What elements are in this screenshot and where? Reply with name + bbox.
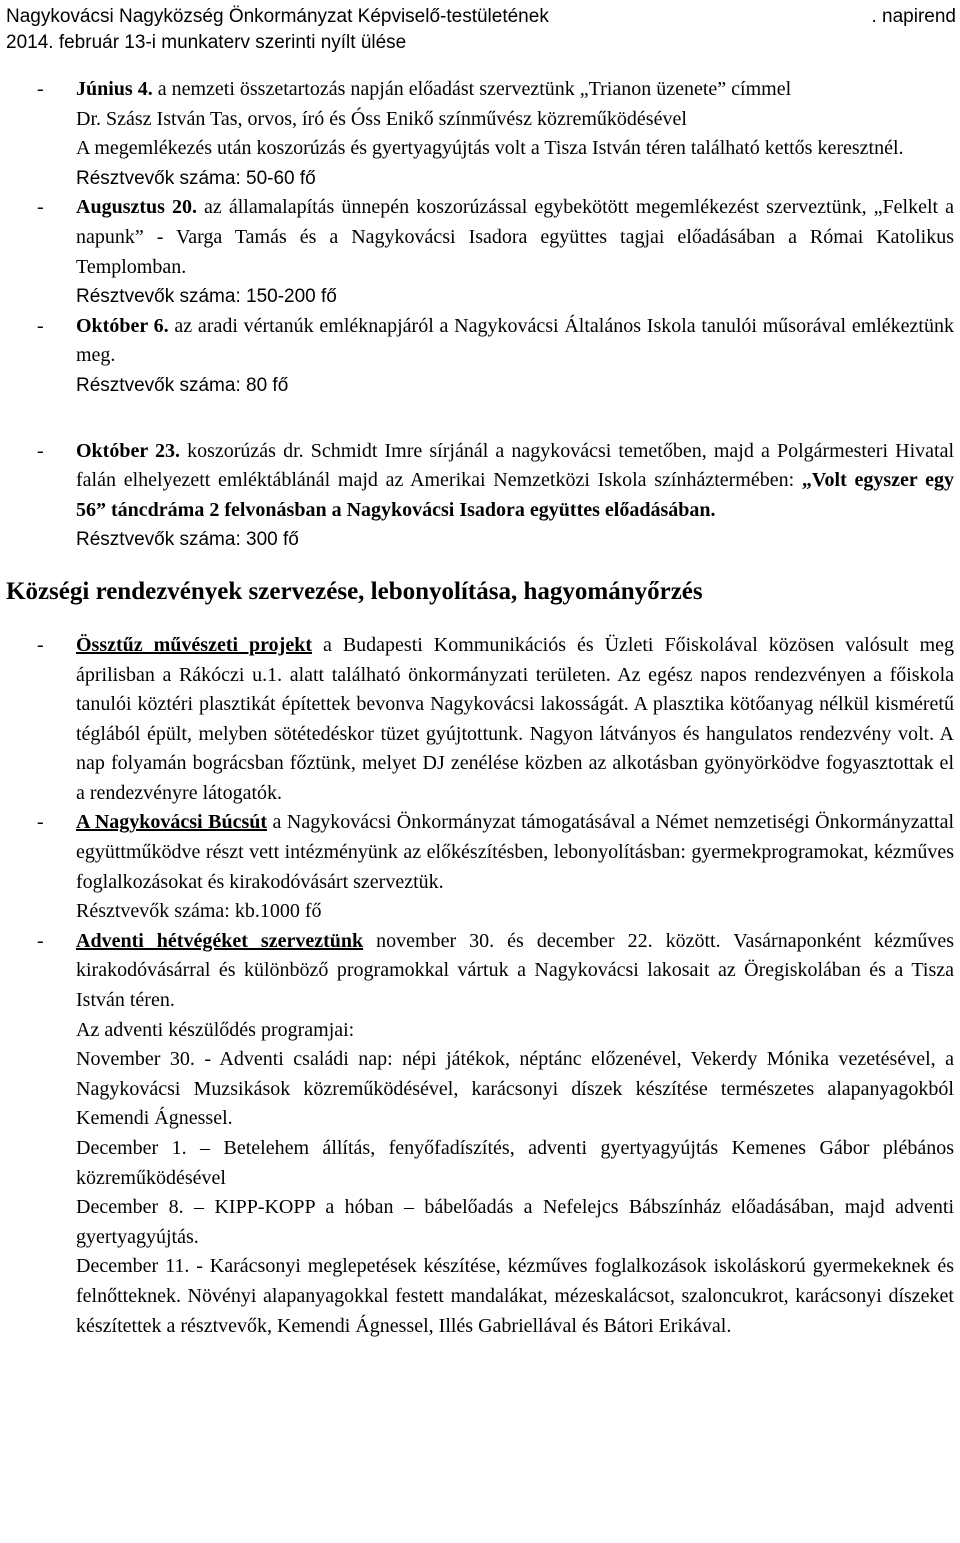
event-description: az államalapítás ünnepén koszorúzással egybekötött megemlékezést szerveztünk, „Felkelt a napunk” - Varga Tamás és a Nagykovácsi Isadora együttes tagjai előadásában a Római Katolikus Templomban. (76, 196, 955, 278)
event-description: november 30. és december 22. között. Vasárnaponként kézműves kirakodóvásárral és különböző programokkal vártuk a Nagykovácsi lakosait az Öregiskolában és a Tisza István téren. (76, 929, 954, 1012)
document-body (0, 75, 960, 1341)
participant-count: Résztvevők száma: 50-60 fő (76, 167, 316, 189)
event-details: A megemlékezés után koszorúzás és gyertyagyújtás volt a Tisza István téren található kettős keresztnél. (76, 137, 904, 160)
header-row-2 (6, 30, 956, 56)
program-december-11: December 11. - Karácsonyi meglepetések készítése, kézműves foglalkozások iskoláskorú gyermekeknek és felnőtteknek. Növényi alapanyagokkal festett mandalákat, mézeskalácsot, szaloncukrot, karácsonyi díszeket készítettek a résztvevők, Kemendi Ágnessel, Illés Gabriellával és Bátori Erikával. (76, 1255, 954, 1337)
event-date: Június 4. (76, 78, 153, 100)
list-item-advent (0, 927, 960, 1016)
spacer (0, 401, 960, 437)
bullet-dash: - (37, 633, 44, 656)
program-december-1: December 1. – Betelehem állítás, fenyőfadíszítés, adventi gyertyagyújtás Kemenes Gábor plébános közreműködésével (76, 1137, 954, 1189)
participant-count: Résztvevők száma: 150-200 fő (76, 286, 337, 308)
bullet-dash: - (37, 78, 44, 100)
event-description: a nemzeti összetartozás napján előadást szerveztünk „Trianon üzenete” címmel (157, 78, 792, 100)
event-performers: Dr. Szász István Tas, orvos, író és Óss Enikő színművész közreműködésével (76, 107, 687, 130)
header-subtitle: 2014. február 13-i munkaterv szerinti nyílt ülése (6, 32, 407, 53)
event-date: Október 23. (76, 439, 180, 462)
participant-count: Résztvevők száma: 300 fő (76, 529, 299, 551)
page-header (6, 4, 956, 56)
participant-count: Résztvevők száma: kb.1000 fő (76, 900, 322, 923)
list-item-october-23 (0, 437, 960, 526)
event-description: az aradi vértanúk emléknapjáról a Nagykovácsi Általános Iskola tanulói műsorával emlékeztünk meg. (76, 314, 954, 367)
bullet-dash: - (37, 196, 44, 219)
bullet-dash: - (37, 314, 44, 337)
section-heading: Községi rendezvények szervezése, lebonyolítása, hagyományőrzés (6, 577, 703, 605)
header-agenda-item: . napirend (871, 6, 956, 27)
header-title: Nagykovácsi Nagyközség Önkormányzat Képviselő-testületének (6, 6, 549, 27)
list-item-october-6 (0, 312, 960, 371)
program-subtitle: Az adventi készülődés programjai: (76, 1018, 355, 1041)
participant-count: Résztvevők száma: 80 fő (76, 374, 289, 396)
event-title: A Nagykovácsi Búcsút (76, 811, 268, 834)
list-item-art-project (0, 631, 960, 809)
event-title: Össztűz művészeti projekt (76, 633, 312, 656)
event-date: Augusztus 20. (76, 196, 197, 219)
event-performance: „Volt egyszer egy 56” táncdráma 2 felvonásban a Nagykovácsi Isadora együttes előadásában. (76, 469, 954, 521)
header-row-1 (6, 4, 956, 30)
event-description: a Nagykovácsi Önkormányzat támogatásával a Német nemzetiségi Önkormányzattal együttműködve részt vett intézményünk az előkészítésben, lebonyolításban: gyermekprogramokat, kézműves foglalkozásokat és kirakodóvásárt szerveztük. (76, 811, 955, 893)
program-november-30: November 30. - Adventi családi nap: népi játékok, néptánc előzenével, Vekerdy Mónika vezetésével, a Nagykovácsi Muzsikások közreműködésével, karácsonyi díszek készítése természetes alapanyagokból Kemendi Ágnessel. (76, 1048, 954, 1130)
list-item-fair (0, 808, 960, 897)
event-title: Adventi hétvégéket szerveztünk (76, 929, 364, 952)
program-december-8: December 8. – KIPP-KOPP a hóban – bábelőadás a Nefelejcs Bábszínház előadásában, majd adventi gyertyagyújtás. (76, 1196, 954, 1248)
bullet-dash: - (37, 929, 44, 952)
event-date: Október 6. (76, 314, 169, 337)
list-item-june-4 (0, 75, 960, 105)
bullet-dash: - (37, 439, 44, 462)
event-description: a Budapesti Kommunikációs és Üzleti Főiskolával közösen valósult meg áprilisban a Rákóczi u.1. alatt található önkormányzati területen. Az egész napos rendezvényen a főiskola tanulói köztéri plasztikát építettek bevonva Nagykovácsi lakosságát. A plasztika kötőanyag nélkül kisméretű téglából épült, melyben sötétedéskor tüzet gyújtottunk. Nagyon látványos és hangulatos rendezvény volt. A nap folyamán bográcsban főztünk, melyet DJ zenélése közben az alkotásban gyönyörködve fogyasztottak el a rendezvényre látogatók. (76, 633, 954, 804)
list-item-august-20 (0, 193, 960, 282)
event-description: koszorúzás dr. Schmidt Imre sírjánál a nagykovácsi temetőben, majd a Polgármesteri Hivatal falán elhelyezett emléktáblánál majd az Amerikai Nemzetközi Iskola színháztermében: (76, 439, 955, 492)
bullet-dash: - (37, 811, 44, 834)
